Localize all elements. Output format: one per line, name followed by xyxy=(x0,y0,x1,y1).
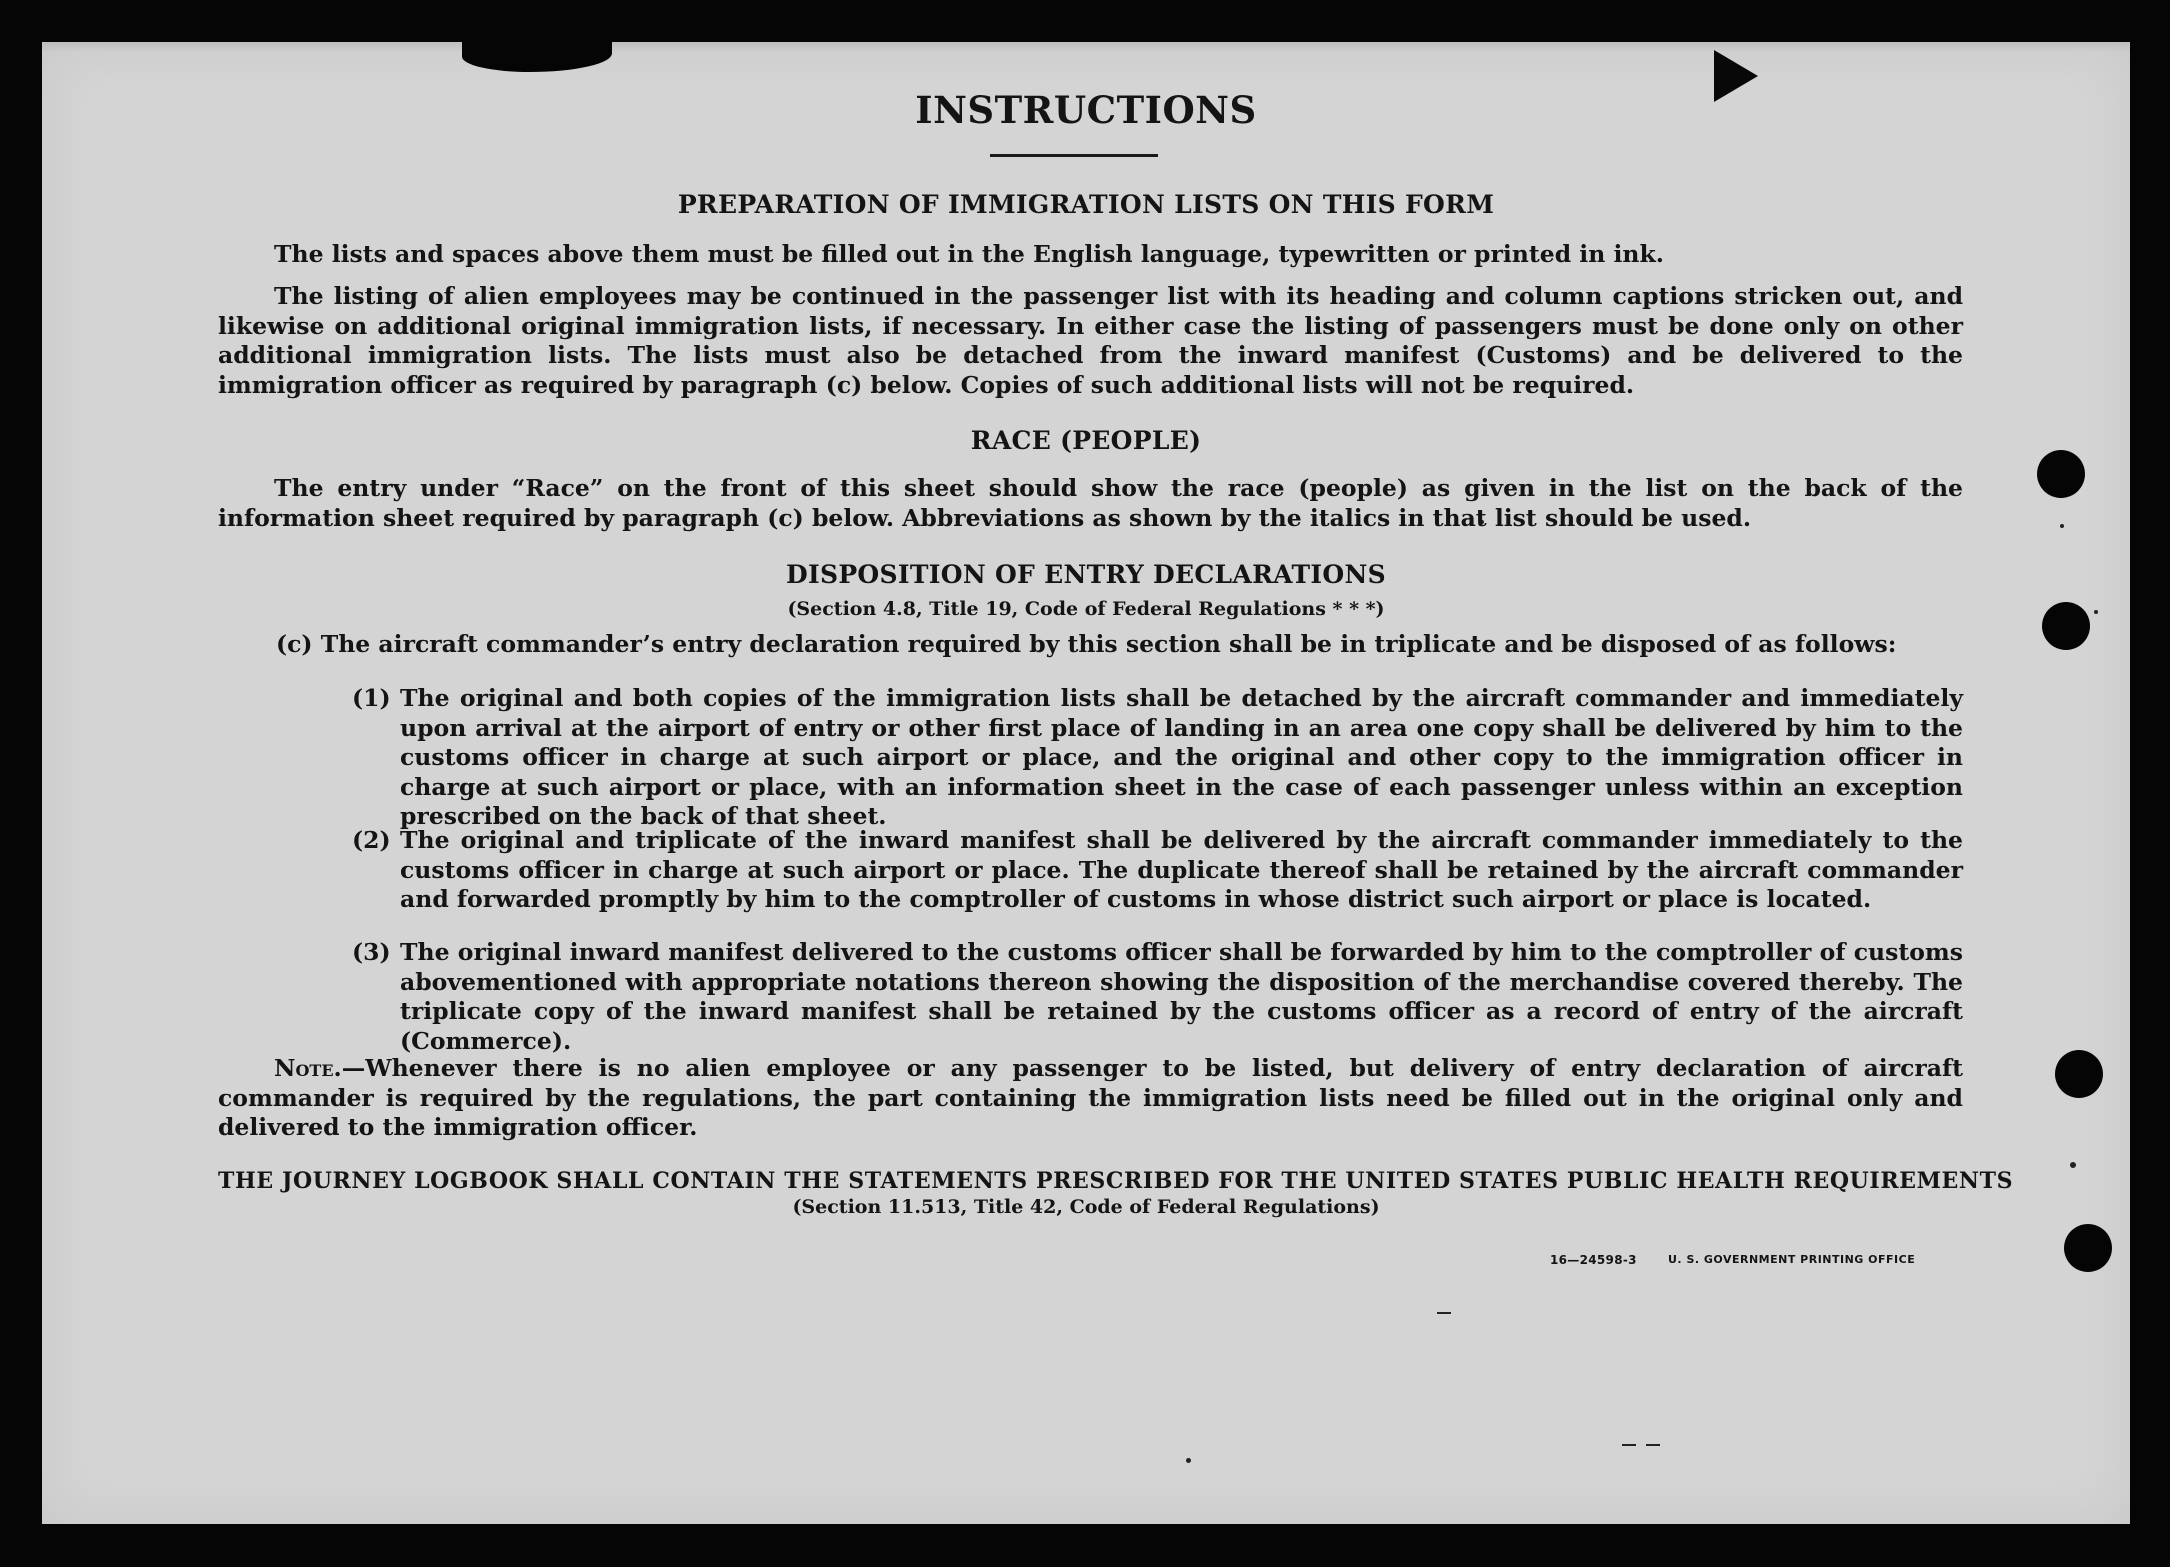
sheet-edge-shadow xyxy=(42,42,2130,52)
disposition-item-1 xyxy=(352,684,1963,832)
disposition-item-3 xyxy=(352,938,1963,1056)
disposition-intro: (c) The aircraft commander’s entry declaration required by this section shall be in triplicate and be disposed of as follows: xyxy=(276,630,1897,658)
item-number: (3) xyxy=(352,938,391,966)
note-text: —Whenever there is no alien employee or any passenger to be listed, but delivery of entry declaration of aircraft commander is required by the regulations, the part containing the immigration lists need be filled out in the original only and delivered to the immigration officer. xyxy=(218,1054,1963,1141)
note-label: Note. xyxy=(274,1054,342,1082)
item-number: (1) xyxy=(352,684,391,712)
item-text: The original and triplicate of the inward manifest shall be delivered by the aircraft commander immediately to the customs officer in charge at such airport or place. The duplicate thereof shall be retained by the aircraft commander and forwarded promptly by him to the comptroller of customs in whose district such airport or place is located. xyxy=(400,826,1963,913)
journey-citation: (Section 11.513, Title 42, Code of Federal Regulations) xyxy=(792,1196,1380,1218)
form-code: 16—24598-3 xyxy=(1550,1253,1637,1267)
printer-imprint: U. S. GOVERNMENT PRINTING OFFICE xyxy=(1668,1253,1916,1266)
torn-edge-mark xyxy=(462,38,612,72)
disposition-citation: (Section 4.8, Title 19, Code of Federal Regulations * * *) xyxy=(787,598,1385,620)
punch-hole xyxy=(2037,450,2085,498)
title-underline xyxy=(990,154,1158,157)
punch-hole xyxy=(2064,1224,2112,1272)
race-paragraph: The entry under “Race” on the front of this sheet should show the race (people) as given in the list on the back of the information sheet required by paragraph (c) below. Abbreviations as shown by the italics in that list should be used. xyxy=(218,474,1963,532)
preparation-paragraph-2: The listing of alien employees may be continued in the passenger list with its heading and column captions stricken out, and likewise on additional original immigration lists, if necessary. In either case the listing of passengers must be done only on other additional immigration lists. The lists must also be detached from the inward manifest (Customs) and be delivered to the immigration officer as required by paragraph (c) below. Copies of such additional lists will not be required. xyxy=(218,282,1963,399)
document-sheet xyxy=(42,42,2130,1524)
paper-speck xyxy=(1186,1458,1191,1463)
preparation-paragraph-1: The lists and spaces above them must be filled out in the English language, typewritten or printed in ink. xyxy=(274,240,1664,268)
paper-speck xyxy=(1622,1444,1636,1446)
race-heading: RACE (PEOPLE) xyxy=(970,426,1202,455)
paper-speck xyxy=(2060,524,2064,528)
disposition-item-2 xyxy=(352,826,1963,915)
preparation-heading: PREPARATION OF IMMIGRATION LISTS ON THIS FORM xyxy=(677,190,1495,219)
note-paragraph xyxy=(218,1054,1963,1143)
paper-speck xyxy=(1437,1312,1451,1314)
journey-logbook-statement: THE JOURNEY LOGBOOK SHALL CONTAIN THE STATEMENTS PRESCRIBED FOR THE UNITED STATES PUBLIC HEALTH REQUIREMENTS xyxy=(218,1168,2014,1194)
page-title: INSTRUCTIONS xyxy=(915,88,1257,132)
paper-speck xyxy=(1646,1444,1660,1446)
item-number: (2) xyxy=(352,826,391,854)
item-text: The original and both copies of the immigration lists shall be detached by the aircraft commander and immediately upon arrival at the airport of entry or other first place of landing in an area one copy shall be delivered by him to the customs officer in charge at such airport or place, and the original and other copy to the immigration officer in charge at such airport or place, with an information sheet in the case of each passenger unless within an exception prescribed on the back of that sheet. xyxy=(400,684,1963,830)
paper-speck xyxy=(2070,1162,2076,1168)
disposition-heading: DISPOSITION OF ENTRY DECLARATIONS xyxy=(786,560,1386,589)
item-text: The original inward manifest delivered to the customs officer shall be forwarded by him to the comptroller of customs abovementioned with appropriate notations thereon showing the disposition of the merchandise covered thereby. The triplicate copy of the inward manifest shall be retained by the customs officer as a record of entry of the aircraft (Commerce). xyxy=(400,938,1963,1055)
punch-hole xyxy=(2055,1050,2103,1098)
